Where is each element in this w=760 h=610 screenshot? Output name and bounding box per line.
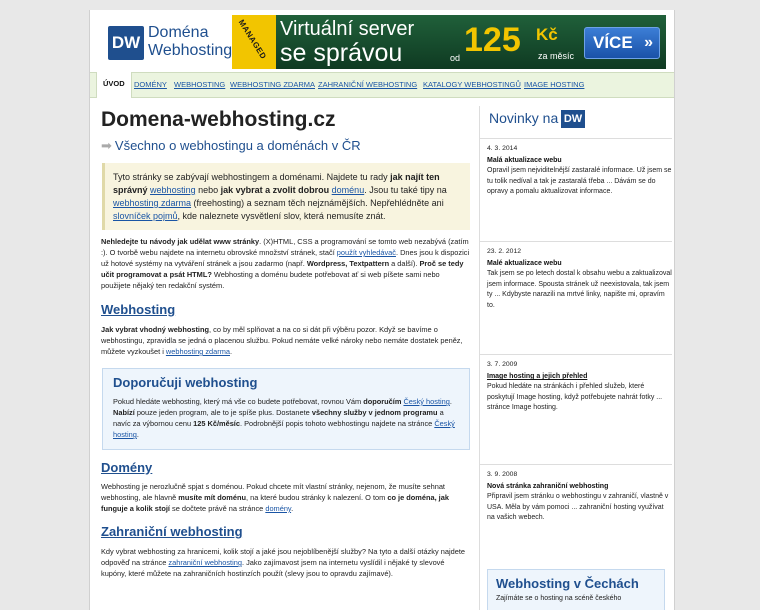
nav-katalogy-webhostingu[interactable]: KATALOGY WEBHOSTINGŮ [423,80,521,89]
news-text: Připravil jsem stránku o webhostingu v zahraničí, vlastně v USA. Měla by vám pomoci ... zahraniční hosting využívat na vašich webech. [487,493,669,521]
double-chevron-right-icon: » [644,34,653,51]
logo-line2: Webhosting [148,42,233,59]
header [90,10,675,70]
link-domenu[interactable]: doménu [331,185,365,195]
news-item [480,241,672,311]
logo-badge: DW [108,26,144,60]
nav-domeny[interactable]: DOMÉNY [134,80,167,89]
banner-more-button[interactable] [584,27,660,59]
page [89,10,675,610]
site-logo[interactable] [108,22,233,64]
sidebar-title: Novinky na [489,110,559,126]
news-text: Pokud hledáte na stránkách i přehled služeb, které poskytují Image hosting, když potřebujete nahrát fotky ... stránce Image hosting. [487,383,663,411]
news-date: 23. 2. 2012 [487,248,522,255]
banner-price: 125 [464,21,521,59]
news-headline: Malé aktualizace webu [487,260,562,267]
heading-webhosting[interactable]: Webhosting [101,302,176,317]
subtitle-text: Všechno o webhostingu a doménách v ČR [114,138,361,153]
news-item [480,138,672,198]
logo-line1: Doména [148,24,209,41]
news-text: Tak jsem se po letech dostal k obsahu webu a zaktualizoval jsem informace. Spousta stránek už neexistovala, tak jsem ty ... Kdybyste narazili na mrtvé linky, napište mi, opravím to. [487,270,672,309]
link-vyhledavac[interactable]: použít vyhledávač [336,248,396,257]
link-webhosting-zdarma[interactable]: webhosting zdarma [113,198,192,208]
ad-banner[interactable] [232,15,666,69]
sidebar-badge: DW [561,110,585,128]
link-webhosting-zdarma-2[interactable]: webhosting zdarma [165,347,230,356]
recommend-text: Pokud hledáte webhosting, který má vše co budete potřebovat, rovnou Vám doporučím Český hosting. Nabízí pouze jeden program, ale to je spíše plus. Dostanete všechny služby v jednom programu a navíc za výbornou cenu 125 Kč/měsíc. Podrobnější popis tohoto webhostingu najdete na stránce Český hosting. [113,397,455,439]
arrow-right-icon: ➡ [101,138,112,153]
nav-uvod[interactable]: ÚVOD [96,72,132,98]
banner-from: od [450,53,461,63]
main-content [101,108,471,578]
page-title: Domena-webhosting.cz [101,108,336,131]
news-headline[interactable]: Image hosting a jejich přehled [487,373,588,380]
banner-line2: se správou [280,39,403,67]
cech-text: Zajímáte se o hosting na scéně českého [496,595,622,602]
paragraph-zahranicni: Kdy vybrat webhosting za hranicemi, kolik stojí a jaké jsou nejoblíbenější služby? Na tyto a další otázky najdete odpověď na stránce zahraniční webhosting. Jako zajímavost jsem na internetu vyslídil i nějaké ty slevové kupóny, které můžete na zahraničních hostinzích použít (slevy jsou to opravdu zajímavé). [101,547,465,578]
news-text: Opravil jsem nejviditelnější zastaralé informace. Už jsem se tu tolik nedíval a tak je zastaralá třeba ... Dávám se do opravy a pomalu aktualizovat informace. [487,167,672,195]
banner-more-label: VÍCE [593,33,633,52]
link-cesky-hosting[interactable]: Český hosting [403,397,450,406]
recommend-box [102,368,470,450]
managed-label: MANAGED [236,18,269,61]
link-webhosting[interactable]: webhosting [150,185,196,195]
news-date: 3. 7. 2009 [487,361,518,368]
news-headline: Nová stránka zahraniční webhosting [487,483,609,490]
banner-per-month: za měsíc [538,51,575,61]
nav-zahranicni-webhosting[interactable]: ZAHRANIČNÍ WEBHOSTING [318,80,418,89]
intro-box: Tyto stránky se zabývají webhostingem a doménami. Najdete tu rady jak najít ten správný webhosting nebo jak vybrat a zvolit dobrou doménu. Jsou tu také tipy na webhosting zdarma (freehosting) a seznam těch nejznámějších. Nepřehlédněte ani slovníček pojmů, kde naleznete vysvětlení slov, která nemusíte znát. [102,163,470,230]
banner-currency: Kč [536,25,558,44]
paragraph-domeny: Webhosting je nerozlučně spjat s doménou. Pokud chcete mít vlastní stránky, nejenom, že musíte sehnat webhosting, ale hlavně musíte mít doménu, na které budou stránky k nalezení. O tom co je doména, jak funguje a kolik stojí se dočtete právě na stránce domény. [101,482,449,513]
news-headline: Malá aktualizace webu [487,157,562,164]
paragraph-html: Nehledejte tu návody jak udělat www stránky. (X)HTML, CSS a programování se tomto web nezabývá (zatím :). O tvorbě webu najdete na internetu obrovské množství stránek, stačí použít vyhledávač. Dnes jsou k dispozici už hotové systémy na vytváření stránek a jsou zadarmo (např. Wordpress, Textpattern a další). Proč se tedy učit programovat a psát HTML? Webhosting a doménu budete potřebovat ať si web píšete sami nebo použijete nějaký ten redakční systém. [101,237,470,290]
heading-domeny[interactable]: Domény [101,460,153,475]
link-domeny[interactable]: domény [265,504,292,513]
page-subtitle [101,138,361,154]
sidebar [479,106,671,610]
news-item [480,464,672,524]
top-navigation [90,72,675,98]
banner-line1: Virtuální server [280,18,415,40]
recommend-title: Doporučuji webhosting [113,375,258,390]
heading-zahranicni[interactable]: Zahraniční webhosting [101,524,243,539]
link-zahranicni-webhosting[interactable]: zahraniční webhosting [168,558,242,567]
link-slovnicek[interactable]: slovníček pojmů [113,211,178,221]
cech-title: Webhosting v Čechách [496,576,639,591]
nav-webhosting[interactable]: WEBHOSTING [174,80,226,89]
news-date: 3. 9. 2008 [487,471,518,478]
news-item [480,354,672,414]
news-date: 4. 3. 2014 [487,145,518,152]
sidebar-cech-box [487,569,665,610]
nav-webhosting-zdarma[interactable]: WEBHOSTING ZDARMA [230,80,316,89]
nav-image-hosting[interactable]: IMAGE HOSTING [524,80,585,89]
managed-ribbon [232,15,276,69]
link-cesky-hosting-2[interactable]: Český hosting [113,419,455,439]
paragraph-webhosting: Jak vybrat vhodný webhosting, co by měl splňovat a na co si dát při výběru pozor. Když se bavíme o webhostingu, zpravidla se jedná o placenou službu. Pokud nemáte velké nároky nebo nemáte dostatek peněz, můžete vyzkoušet i webhosting zdarma. [101,325,463,356]
